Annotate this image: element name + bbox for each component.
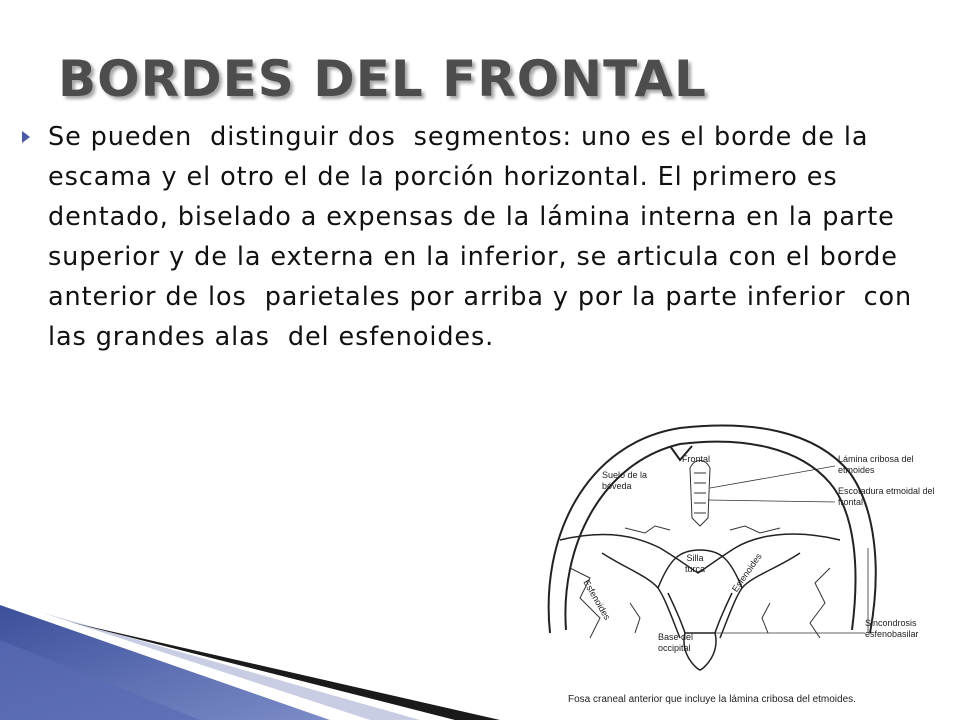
label-silla-turca: Silla turca	[684, 553, 705, 574]
label-sincondrosis: Sincondrosis esfenobasilar	[865, 618, 919, 639]
label-esfenoides-right: Esfenoides	[730, 551, 764, 594]
label-escotadura: Escotadura etmoidal del frontal	[838, 486, 935, 507]
label-esfenoides-left: Esfenoides	[581, 578, 613, 622]
label-suelo: Suelo de la bóveda	[602, 470, 648, 491]
figure-caption: Fosa craneal anterior que incluye la lámina cribosa del etmoides.	[568, 694, 856, 705]
label-lamina: Lámina cribosa del etmoides	[838, 454, 914, 475]
label-base-occipital: Base del occipital	[658, 632, 694, 653]
slide-title: BORDES DEL FRONTAL	[58, 50, 707, 108]
label-frontal: Frontal	[682, 454, 711, 464]
bullet-item	[22, 117, 957, 357]
skull-figure	[530, 418, 960, 720]
bullet-text: Se pueden distinguir dos segmentos: uno es el borde de la escama y el otro el de la porción horizontal. El primero es dentado, biselado a expensas de la lámina interna en la parte superior y de la externa en la inferior, se articula con el borde anterior de los parietales por arriba y por la parte inferior con las grandes alas del esfenoides.	[48, 122, 922, 352]
bullet-arrow-icon	[22, 131, 30, 143]
